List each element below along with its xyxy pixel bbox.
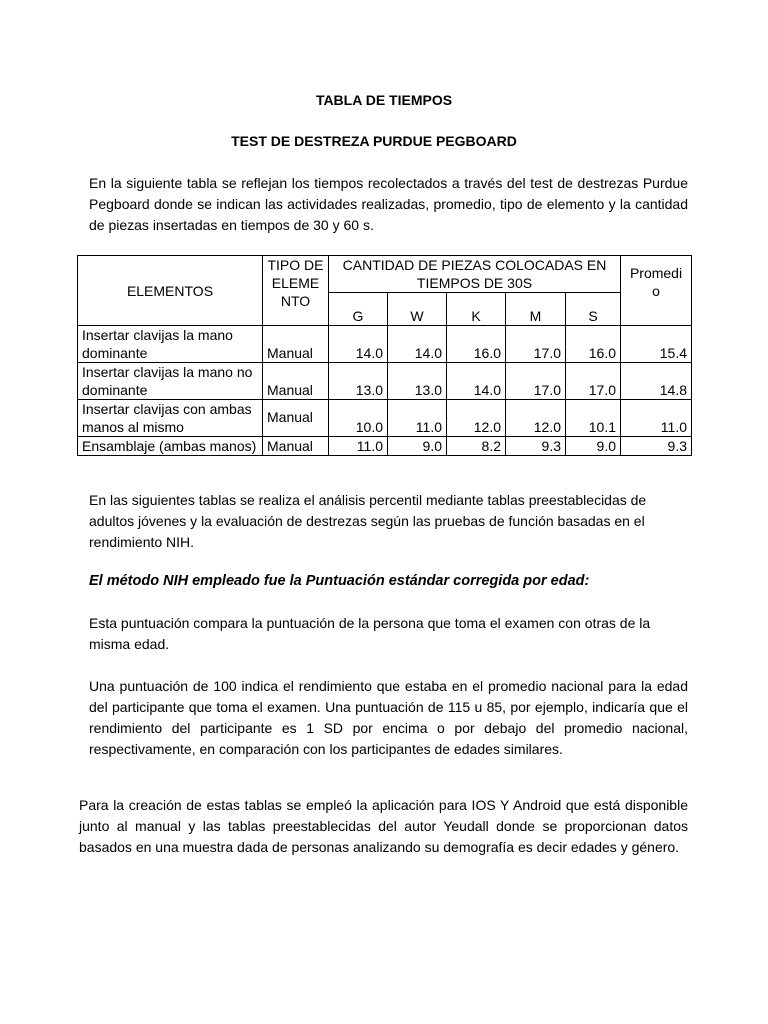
row-value-k: 14.0 — [447, 363, 506, 400]
row-tipo: Manual — [263, 363, 329, 400]
header-col-s: S — [566, 293, 621, 326]
row-value-k: 16.0 — [447, 326, 506, 363]
header-col-w: W — [388, 293, 447, 326]
header-col-g: G — [329, 293, 388, 326]
row-value-m: 17.0 — [506, 326, 566, 363]
row-value-g: 11.0 — [329, 437, 388, 456]
table-header-row — [78, 256, 692, 293]
row-value-k: 12.0 — [447, 400, 506, 437]
row-value-w: 13.0 — [388, 363, 447, 400]
table-row — [78, 363, 692, 400]
row-value-g: 14.0 — [329, 326, 388, 363]
table-row — [78, 400, 692, 437]
document-title: TABLA DE TIEMPOS — [315, 92, 453, 108]
header-col-k: K — [447, 293, 506, 326]
row-value-s: 9.0 — [566, 437, 621, 456]
times-table — [77, 255, 692, 456]
header-col-m: M — [506, 293, 566, 326]
row-value-s: 10.1 — [566, 400, 621, 437]
row-value-m: 12.0 — [506, 400, 566, 437]
row-tipo: Manual — [263, 400, 329, 437]
row-tipo: Manual — [263, 437, 329, 456]
header-cantidad: CANTIDAD DE PIEZAS COLOCADAS EN TIEMPOS DE 30S — [329, 256, 621, 293]
header-elementos: ELEMENTOS — [78, 256, 263, 326]
row-elemento: Ensamblaje (ambas manos) — [78, 437, 263, 456]
row-value-m: 9.3 — [506, 437, 566, 456]
row-elemento: Insertar clavijas con ambas manos al mismo — [78, 400, 263, 437]
row-value-g: 13.0 — [329, 363, 388, 400]
row-promedio: 14.8 — [621, 363, 692, 400]
row-value-s: 17.0 — [566, 363, 621, 400]
header-promedio: Promedi o — [621, 256, 692, 326]
row-value-g: 10.0 — [329, 400, 388, 437]
row-value-m: 17.0 — [506, 363, 566, 400]
score-explanation-paragraph: Una puntuación de 100 indica el rendimiento que estaba en el promedio nacional para la edad del participante que toma el examen. Una puntuación de 115 u 85, por ejemplo, indicaría que el rendimiento del participante es 1 SD por encima o por debajo del promedio nacional, respectivamente, en comparación con los participantes de edades similares. — [89, 678, 688, 757]
row-promedio: 11.0 — [621, 400, 692, 437]
row-tipo: Manual — [263, 326, 329, 363]
method-heading: El método NIH empleado fue la Puntuación estándar corregida por edad: — [89, 573, 590, 589]
row-value-s: 16.0 — [566, 326, 621, 363]
row-promedio: 15.4 — [621, 326, 692, 363]
row-value-w: 9.0 — [388, 437, 447, 456]
table-row — [78, 437, 692, 456]
row-elemento: Insertar clavijas la mano no dominante — [78, 363, 263, 400]
row-promedio: 9.3 — [621, 437, 692, 456]
app-paragraph: Para la creación de estas tablas se empleó la aplicación para IOS Y Android que está disponible junto al manual y las tablas preestablecidas del autor Yeudall donde se proporcionan datos basados en una muestra dada de personas analizando su demografía es decir edades y género. — [79, 797, 688, 855]
analysis-paragraph: En las siguientes tablas se realiza el análisis percentil mediante tablas preestablecidas de adultos jóvenes y la evaluación de destrezas según las pruebas de función basadas en el rendimiento NIH. — [89, 492, 647, 550]
document-subtitle: TEST DE DESTREZA PURDUE PEGBOARD — [231, 133, 517, 149]
row-elemento: Insertar clavijas la mano dominante — [78, 326, 263, 363]
intro-paragraph: En la siguiente tabla se reflejan los tiempos recolectados a través del test de destrezas Purdue Pegboard donde se indican las actividades realizadas, promedio, tipo de elemento y la cantidad de piezas insertadas en tiempos de 30 y 60 s. — [89, 175, 688, 233]
header-tipo: TIPO DE ELEME NTO — [263, 256, 329, 326]
row-value-w: 11.0 — [388, 400, 447, 437]
row-value-k: 8.2 — [447, 437, 506, 456]
score-comparison-paragraph: Esta puntuación compara la puntuación de la persona que toma el examen con otras de la misma edad. — [89, 615, 651, 652]
table-row — [78, 326, 692, 363]
row-value-w: 14.0 — [388, 326, 447, 363]
